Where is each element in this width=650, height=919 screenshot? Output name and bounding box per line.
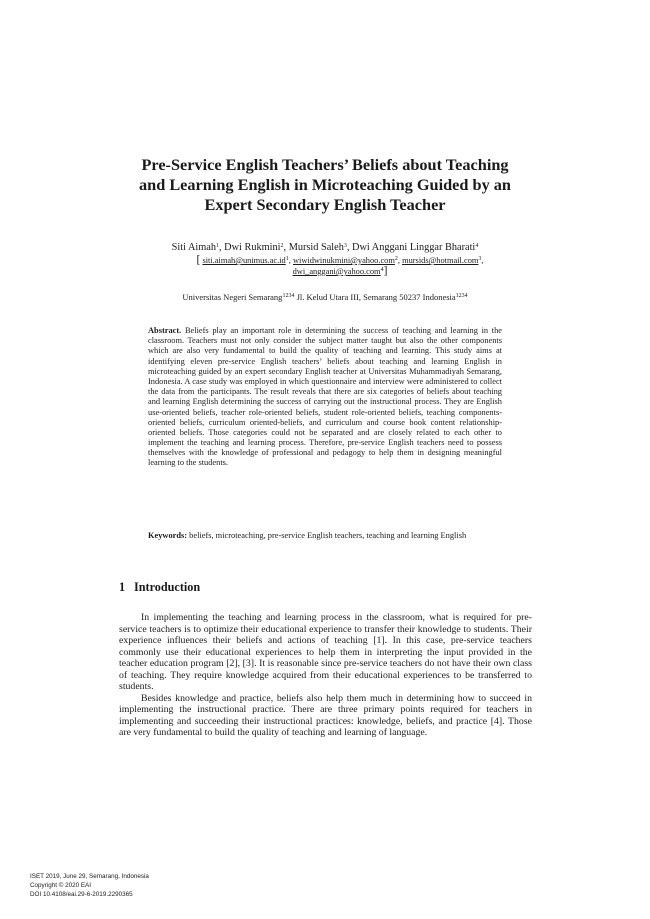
email-mark: 1	[285, 256, 289, 262]
author-mark: 3	[343, 243, 347, 249]
email-separator: ,	[288, 256, 293, 265]
author-separator: ,	[219, 242, 225, 253]
author-emails	[170, 255, 510, 277]
author-name: Dwi Anggani Linggar Bharati	[352, 242, 476, 253]
affiliation-mark: 1234	[455, 293, 468, 299]
affiliation-name: Universitas Negeri Semarang	[182, 292, 283, 302]
footer-doi: DOI 10.4108/eai.29-6-2019.2290365	[30, 890, 133, 898]
email-mark: 4	[380, 267, 384, 273]
email-link[interactable]: dwi_anggani@yahoo.com	[292, 267, 381, 276]
section-title: Introduction	[134, 580, 201, 594]
section-number: 1	[119, 580, 126, 594]
body-paragraph: Besides knowledge and practice, beliefs also help them much in determining how to succeed in implementing the instructional practice. There are three primary points required for teachers in implementing and succeeding their instructional practices: knowledge, beliefs, and practice [4]. Those are very fundamental to build the quality of teaching and learning of language.	[119, 692, 532, 739]
abstract	[148, 326, 502, 469]
title-line: Pre-Service English Teachers’ Beliefs about Teaching	[141, 155, 509, 174]
keywords-text: beliefs, microteaching, pre-service English teachers, teaching and learning English	[187, 531, 467, 540]
body-paragraph: In implementing the teaching and learning process in the classroom, what is required for pre-service teachers is to optimize their educational experience to transfer their knowledge to students. Their experience influences their beliefs and actions of teaching [1]. In this case, pre-service teachers commonly use their educational experiences to help them in interpreting the input provided in the teacher education program [2], [3]. It is reasonable since pre-service teachers do not have their own class of teaching. They require knowledge acquired from their educational experiences to be transferred to students.	[119, 612, 532, 693]
keywords-label: Keywords:	[148, 531, 188, 540]
email-close-bracket: ]	[383, 265, 388, 277]
email-mark: 3	[478, 256, 482, 262]
author-separator: ,	[346, 242, 353, 253]
page-footer	[30, 873, 149, 900]
author-name: Mursid Saleh	[288, 242, 344, 253]
author-name: Siti Aimah	[171, 242, 217, 253]
author-name: Dwi Rukmini	[224, 242, 281, 253]
email-separator: ,	[397, 256, 403, 265]
footer-conference: ISET 2019, June 29, Semarang, Indonesia	[30, 873, 149, 880]
email-separator: ,	[481, 256, 484, 265]
author-separator: ,	[283, 242, 289, 253]
email-link[interactable]: wiwidwinukmini@yahoo.com	[292, 256, 395, 265]
affiliation-mark: 1234	[282, 293, 295, 299]
paper-title	[100, 155, 550, 215]
affiliation-address: Jl. Kelud Utara III, Semarang 50237 Indonesia	[294, 292, 456, 302]
email-mark: 2	[394, 256, 398, 262]
author-mark: 2	[280, 243, 284, 249]
section-body	[119, 612, 532, 739]
abstract-label: Abstract.	[148, 326, 182, 335]
affiliation	[80, 292, 570, 303]
email-link[interactable]: mursids@hotmail.com	[402, 256, 479, 265]
keywords	[148, 531, 502, 542]
author-mark: 1	[216, 243, 220, 249]
author-list	[100, 241, 550, 254]
author-mark: 4	[475, 243, 479, 249]
footer-copyright: Copyright © 2020 EAI	[30, 881, 91, 889]
title-line: Expert Secondary English Teacher	[204, 195, 446, 214]
email-link[interactable]: siti.aimah@unimus.ac.id	[202, 256, 286, 265]
title-line: and Learning English in Microteaching Guided by an	[139, 175, 511, 194]
abstract-text: Beliefs play an important role in determining the success of teaching and learning in the classroom. Teachers must not only consider the subject matter taught but also the other components which are also very fundamental to build the quality of teaching and learning. This study aims at identifying eleven pre-service English teachers’ beliefs about teaching and learning English in microteaching guided by an expert secondary English teacher at Universitas Muhammadiyah Semarang, Indonesia. A case study was employed in which questionnaire and interview were administered to collect the data from the participants. The result reveals that there are six categories of beliefs about teaching and learning English determining the success of carrying out the instructional process. They are English use-oriented beliefs, teacher role-oriented beliefs, student role-oriented beliefs, teaching components-oriented beliefs, curriculum oriented-beliefs, and curriculum and course book content relationship-oriented beliefs. Those categories could not be separated and are closely related to each other to implement the teaching and learning process. Therefore, pre-service English teachers need to possess themselves with the knowledge of professional and pedagogy to help them in designing meaningful learning to the students.	[148, 326, 502, 468]
email-open-bracket: [	[196, 254, 201, 266]
section-heading	[119, 580, 200, 595]
